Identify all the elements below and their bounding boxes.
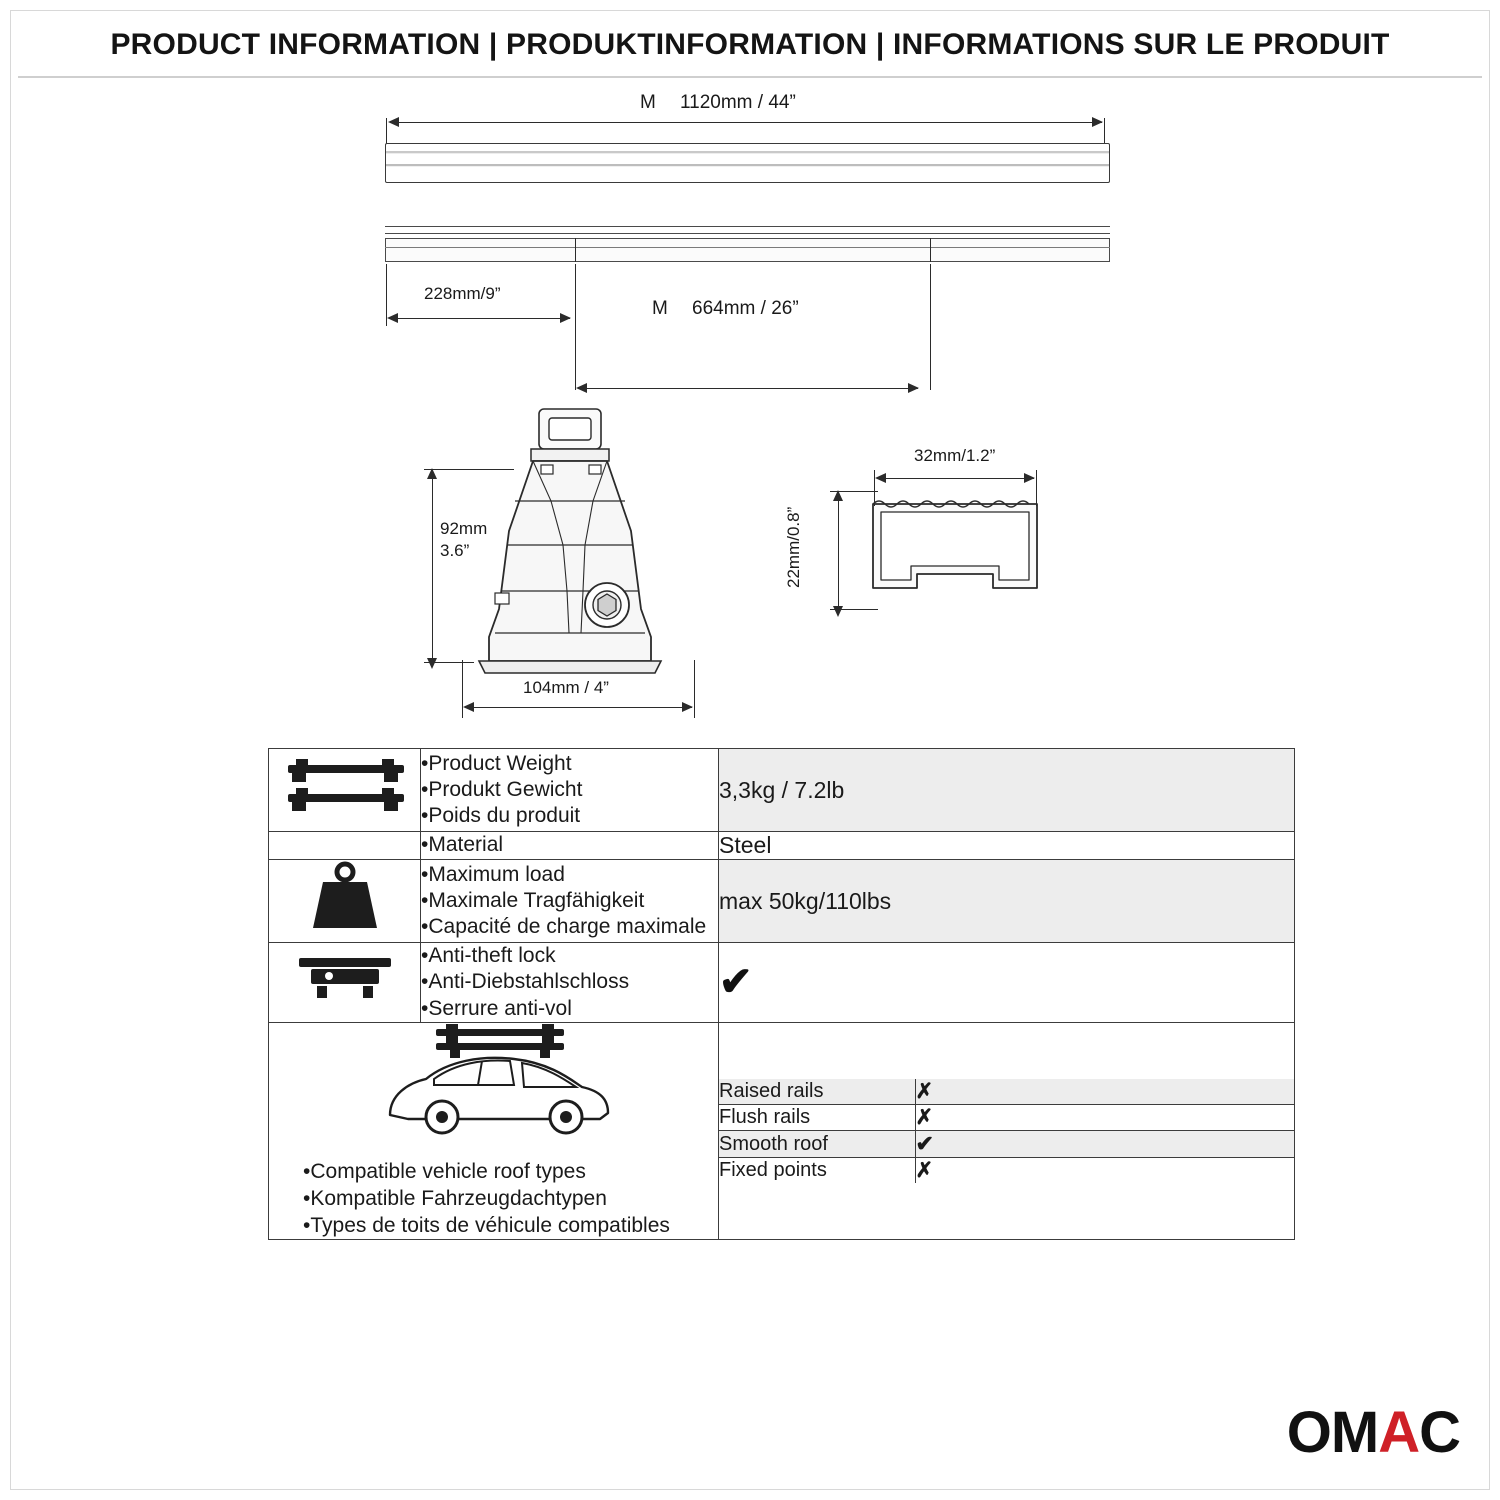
bar-cross-section xyxy=(865,480,1045,615)
table-row xyxy=(269,832,1295,860)
value-material: Steel xyxy=(719,832,1295,860)
label-line: •Poids du produit xyxy=(421,804,581,828)
label-line: •Anti-Diebstahlschloss xyxy=(421,970,630,994)
roof-type-name: Fixed points xyxy=(719,1158,915,1184)
specification-table xyxy=(268,748,1295,1240)
table-row xyxy=(269,749,1295,832)
roof-bar-side-view xyxy=(385,220,1110,264)
logo-text-part1: OM xyxy=(1286,1400,1379,1465)
roof-type-name: Flush rails xyxy=(719,1105,915,1131)
label-line: •Material xyxy=(421,833,504,857)
value-maximum-load: max 50kg/110lbs xyxy=(719,860,1295,943)
table-row xyxy=(269,860,1295,943)
dimension-profile-height-value: 22mm/0.8” xyxy=(784,506,803,588)
dimension-end-offset-value: 228mm/9” xyxy=(424,284,501,303)
check-icon: ✔ xyxy=(915,1131,934,1157)
roof-type-name: Raised rails xyxy=(719,1079,915,1105)
roof-type-row xyxy=(719,1105,1294,1131)
dimension-bar-length-prefix: M xyxy=(640,92,656,113)
label-maximum-load xyxy=(421,860,719,943)
dimension-spread-value: 664mm / 26” xyxy=(692,298,799,319)
roof-bars-icon xyxy=(269,749,421,832)
label-line: •Maximum load xyxy=(421,862,565,886)
cross-icon: ✗ xyxy=(915,1159,934,1183)
cross-icon: ✗ xyxy=(915,1080,934,1104)
logo-text-part3: C xyxy=(1419,1400,1460,1465)
roof-type-table xyxy=(719,1079,1294,1183)
label-line: •Types de toits de véhicule compatibles xyxy=(303,1213,670,1237)
dimension-tower-height-line1: 92mm xyxy=(440,519,488,538)
label-line: •Compatible vehicle roof types xyxy=(303,1159,586,1183)
label-line: •Kompatible Fahrzeugdachtypen xyxy=(303,1186,607,1210)
label-line: •Anti-theft lock xyxy=(421,944,556,967)
label-anti-theft-lock xyxy=(421,943,719,1023)
label-line: •Produkt Gewicht xyxy=(421,777,583,801)
roof-type-mark xyxy=(915,1105,1294,1131)
value-product-weight: 3,3kg / 7.2lb xyxy=(719,749,1295,832)
value-anti-theft-lock xyxy=(719,943,1295,1023)
roof-type-name: Smooth roof xyxy=(719,1131,915,1158)
compatibility-label-cell xyxy=(269,1022,719,1240)
compatibility-values-cell xyxy=(719,1022,1295,1240)
dimension-bar-length-value: 1120mm / 44” xyxy=(680,92,796,113)
roof-type-row xyxy=(719,1131,1294,1158)
omac-logo xyxy=(1286,1400,1460,1465)
roof-type-row xyxy=(719,1158,1294,1184)
roof-type-mark xyxy=(915,1131,1294,1158)
roof-type-row xyxy=(719,1079,1294,1105)
dimension-tower-width-value: 104mm / 4” xyxy=(523,678,609,697)
table-row-compatibility xyxy=(269,1022,1295,1240)
label-line: •Serrure anti-vol xyxy=(421,996,572,1020)
dimension-spread-prefix: M xyxy=(652,298,668,319)
logo-text-part2: A xyxy=(1378,1400,1420,1465)
label-line: •Product Weight xyxy=(421,751,572,775)
title-divider xyxy=(18,76,1482,78)
roof-type-mark xyxy=(915,1158,1294,1184)
cross-icon: ✗ xyxy=(915,1106,934,1130)
table-row xyxy=(269,943,1295,1023)
roof-bar-top-view xyxy=(385,143,1110,183)
label-line: •Capacité de charge maximale xyxy=(421,915,707,939)
compatibility-labels xyxy=(269,1159,718,1240)
label-product-weight xyxy=(421,749,719,832)
empty-icon-cell xyxy=(269,832,421,860)
label-line: •Maximale Tragfähigkeit xyxy=(421,888,645,912)
roof-type-mark xyxy=(915,1079,1294,1105)
weight-icon xyxy=(269,860,421,943)
tower-front-view xyxy=(455,405,700,680)
page-title: PRODUCT INFORMATION | PRODUKTINFORMATION | INFORMATIONS SUR LE PRODUIT xyxy=(110,28,1390,61)
lock-icon xyxy=(269,943,421,1023)
dimension-tower-height-line2: 3.6” xyxy=(440,541,470,560)
check-icon: ✔ xyxy=(719,960,753,1005)
dimension-profile-width-value: 32mm/1.2” xyxy=(914,446,996,465)
car-with-roof-rack-icon xyxy=(269,1023,718,1149)
label-material xyxy=(421,832,719,860)
